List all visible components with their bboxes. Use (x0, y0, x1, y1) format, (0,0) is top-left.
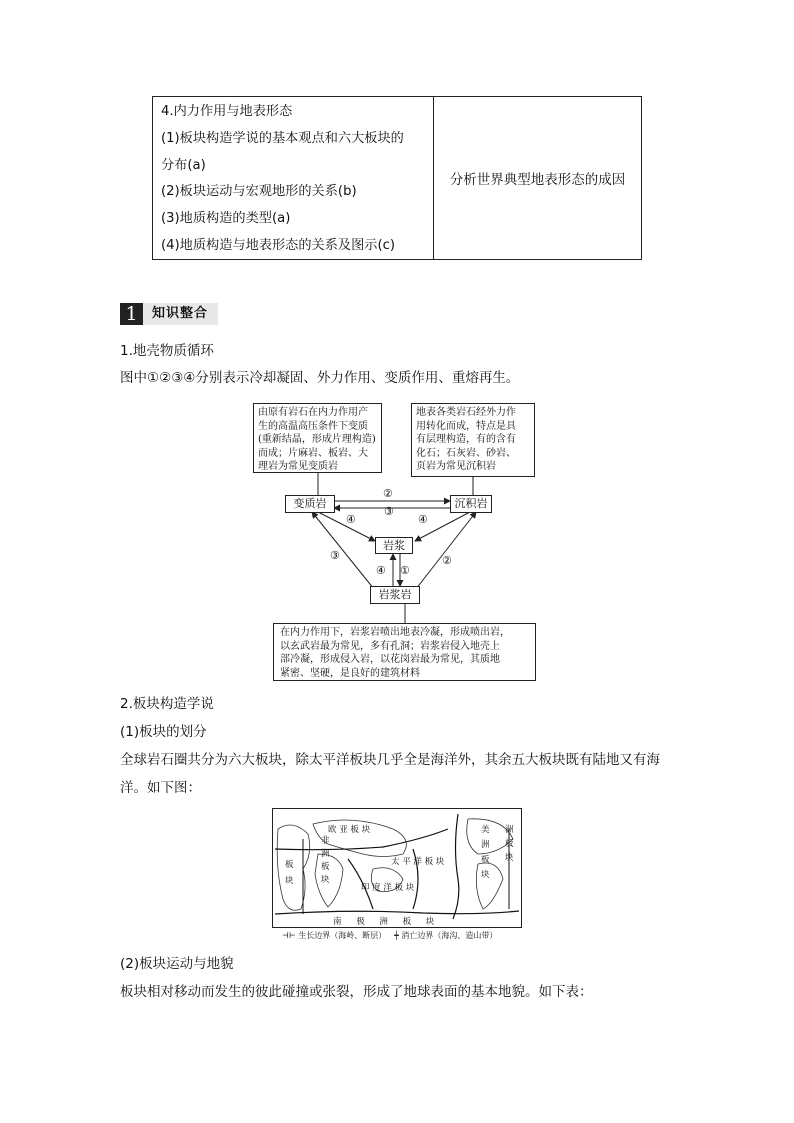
map-label-pacific: 太 平 洋 板 块 (391, 857, 445, 867)
map-char: 块 (505, 853, 514, 863)
map-char: 洲 (321, 849, 330, 859)
box-line: 而成；片麻岩、板岩、大 (258, 447, 368, 459)
label-circle-2-top: ② (383, 487, 393, 500)
metamorphic-description-box (253, 403, 382, 473)
map-char: 美 (481, 825, 490, 835)
map-char: 板 (321, 862, 330, 872)
map-label-america (481, 823, 490, 883)
subheading-plate-motion: (2)板块运动与地貌 (120, 956, 234, 972)
box-line: 紧密、坚硬，是良好的建筑材料 (280, 667, 420, 679)
growth-boundary-icon: ⊣⊢ (282, 931, 296, 940)
map-char: 块 (481, 870, 490, 880)
cycle-description: 图中①②③④分别表示冷却凝固、外力作用、变质作用、重熔再生。 (120, 370, 520, 386)
table-line: (1)板块构造学说的基本观点和六大板块的 (161, 130, 404, 146)
plate-text-line1: 全球岩石圈共分为六大板块，除太平洋板块几乎全是海洋外，其余五大板块既有陆地又有海 (120, 752, 660, 768)
table-right-cell: 分析世界典型地表形态的成因 (449, 172, 626, 188)
map-label-left (285, 857, 294, 889)
box-line: 部冷凝，形成侵入岩，以花岗岩最为常见，其质地 (280, 654, 500, 666)
world-plate-map (272, 808, 522, 928)
node-sedimentary: 沉积岩 (450, 495, 492, 513)
box-line: 以玄武岩最为常见，多有孔洞；岩浆岩侵入地壳上 (280, 640, 500, 652)
map-legend (282, 930, 497, 941)
box-line: 生的高温高压条件下变质 (258, 420, 368, 432)
box-line: 由原有岩石在内力作用产 (258, 407, 368, 418)
node-metamorphic: 变质岩 (285, 495, 335, 513)
node-igneous: 岩浆岩 (370, 586, 420, 604)
map-char: 板 (285, 860, 294, 870)
node-magma: 岩浆 (375, 537, 413, 554)
heading-crust-cycle: 1.地壳物质循环 (120, 343, 214, 359)
box-line: (重新结晶，形成片理构造) (258, 434, 376, 446)
subheading-plate-division: (1)板块的划分 (120, 724, 207, 740)
map-label-indo: 印 度 洋 板 块 (361, 883, 415, 893)
label-circle-4-left: ④ (346, 513, 356, 526)
section-header (120, 303, 218, 325)
heading-plate-tectonics: 2.板块构造学说 (120, 696, 214, 712)
map-char: 洲 (481, 840, 490, 850)
map-label-antarctic: 南 极 洲 板 块 (333, 917, 441, 927)
label-circle-2-right: ② (442, 554, 452, 567)
box-line: 用转化而成，特点是具 (416, 420, 516, 432)
box-line: 化石；石灰岩、砂岩、 (416, 447, 516, 459)
sedimentary-description-box (411, 403, 535, 477)
box-line: 地表各类岩石经外力作 (416, 407, 516, 418)
legend-growth: 生长边界（海岭、断层） (298, 931, 387, 940)
map-label-right (505, 823, 514, 865)
box-line: 页岩为常见沉积岩 (416, 461, 496, 473)
section-number: 1 (120, 303, 143, 325)
plate-motion-text: 板块相对移动而发生的彼此碰撞或张裂，形成了地球表面的基本地貌。如下表： (120, 984, 593, 1000)
table-line: (3)地质构造的类型(a) (161, 211, 291, 227)
label-circle-4-right: ④ (418, 513, 428, 526)
arrow-3-left (312, 512, 378, 594)
map-label-africa (321, 835, 330, 887)
table-left-cell (153, 97, 434, 259)
table-line: (2)板块运动与宏观地形的关系(b) (161, 184, 357, 200)
map-char: 洲 (505, 825, 514, 835)
map-char: 非 (321, 836, 330, 846)
map-char: 板 (481, 855, 490, 865)
igneous-description-box (273, 623, 536, 681)
table-line: 分布(a) (161, 157, 206, 173)
box-line: 有层理构造，有的含有 (416, 434, 516, 446)
box-line: 在内力作用下，岩浆岩喷出地表冷凝，形成喷出岩， (280, 627, 510, 638)
table-line: (4)地质构造与地表形态的关系及图示(c) (161, 237, 396, 253)
map-label-eurasia: 欧 亚 板 块 (328, 825, 371, 835)
plate-text-line2: 洋。如下图： (120, 780, 201, 796)
label-circle-1: ① (400, 564, 410, 577)
label-circle-3-mid: ③ (384, 505, 394, 518)
label-circle-4-up: ④ (376, 564, 386, 577)
section-title: 知识整合 (152, 306, 209, 321)
objectives-table (152, 96, 642, 260)
map-char: 块 (321, 875, 330, 885)
label-circle-3-left: ③ (330, 549, 340, 562)
table-line: 4.内力作用与地表形态 (161, 104, 293, 119)
legend-subduct: 消亡边界（海沟、造山带） (401, 931, 498, 940)
map-char: 块 (285, 876, 294, 886)
box-line: 理岩为常见变质岩 (258, 461, 338, 473)
map-char: 板 (505, 839, 514, 849)
subduction-boundary-icon: ┿ (393, 931, 399, 940)
